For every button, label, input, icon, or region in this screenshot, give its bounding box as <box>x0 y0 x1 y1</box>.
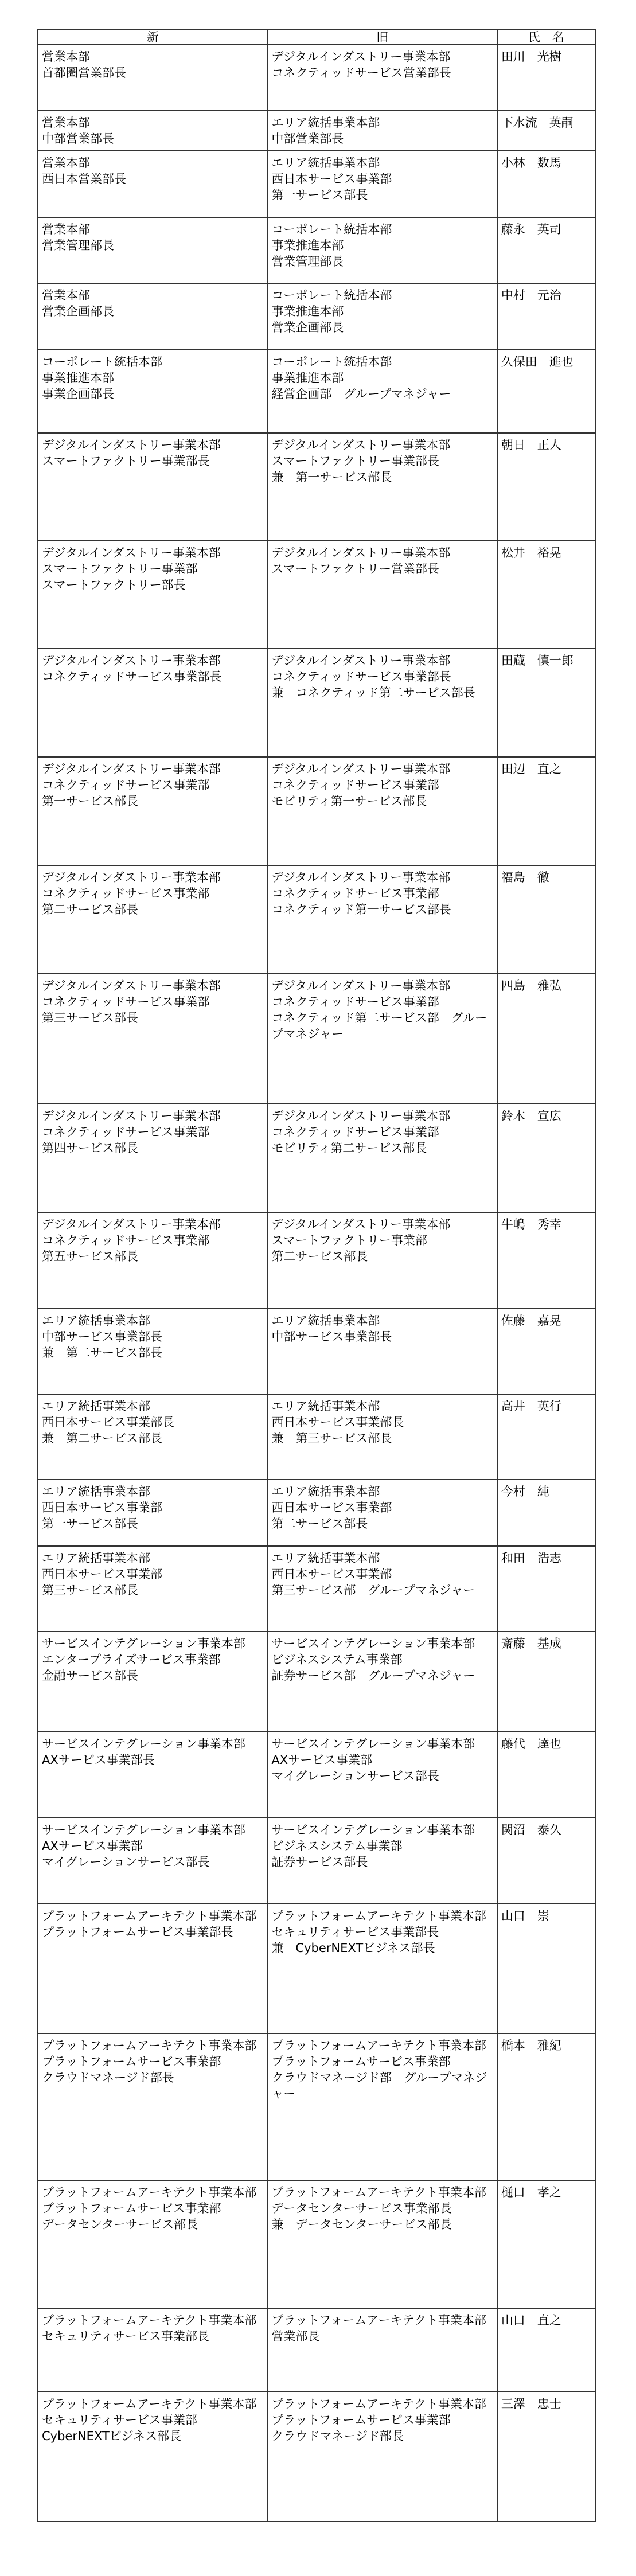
old-position-cell-line: モビリティ第二サービス部長 <box>271 1141 427 1155</box>
old-position-cell-line: デジタルインダストリー事業本部 <box>271 762 451 776</box>
new-position-cell-line: スマートファクトリー事業部 <box>42 562 198 576</box>
new-position-cell-line: 西日本サービス事業部 <box>42 1567 162 1581</box>
old-position-cell-line: プラットフォームアーキテクト事業本部 <box>271 2039 486 2052</box>
table-row <box>38 2308 595 2392</box>
new-position-cell-line: コネクティッドサービス事業部 <box>42 887 210 900</box>
old-position-cell-line: コネクティッドサービス事業部 <box>271 995 439 1009</box>
table-row <box>38 433 595 541</box>
person-name-cell: 久保田 進也 <box>497 350 595 433</box>
new-position-cell-line: デジタルインダストリー事業本部 <box>42 1217 221 1231</box>
old-position-cell <box>267 2180 497 2308</box>
old-position-cell-line: クラウドマネージド部 グループマネジャー <box>271 2071 487 2101</box>
old-position-cell <box>267 865 497 974</box>
table-row <box>38 649 595 757</box>
old-position-cell-line: 西日本サービス事業部長 <box>271 1415 404 1429</box>
new-position-cell-line: 中部営業部長 <box>42 132 114 146</box>
old-position-cell-line: コネクティッドサービス事業部長 <box>271 670 451 684</box>
old-position-cell-line: 事業推進本部 <box>271 239 344 252</box>
old-position-cell-line: 証券サービス部 グループマネジャー <box>271 1669 475 1683</box>
old-position-cell-line: 西日本サービス事業部 <box>271 1501 392 1515</box>
new-position-cell-line: 西日本サービス事業部長 <box>42 1415 174 1429</box>
new-position-cell <box>38 2180 267 2308</box>
new-position-cell-line: デジタルインダストリー事業本部 <box>42 654 221 668</box>
new-position-cell-line: サービスインテグレーション事業本部 <box>42 1637 245 1650</box>
old-position-cell-line: デジタルインダストリー事業本部 <box>271 50 451 64</box>
old-position-cell-line: コーポレート統括本部 <box>271 223 392 236</box>
old-position-cell-line: 兼 CyberNEXTビジネス部長 <box>271 1941 435 1955</box>
table-row <box>38 1632 595 1732</box>
table-row <box>38 2034 595 2180</box>
new-position-cell <box>38 541 267 649</box>
old-position-cell-line: コーポレート統括本部 <box>271 288 392 302</box>
table-row <box>38 541 595 649</box>
new-position-cell-line: データセンターサービス部長 <box>42 2218 198 2231</box>
table-row <box>38 1309 595 1394</box>
person-name-cell: 藤永 英司 <box>497 217 595 283</box>
old-position-cell-line: 中部営業部長 <box>271 132 344 146</box>
old-position-cell <box>267 350 497 433</box>
new-position-cell-line: 金融サービス部長 <box>42 1669 138 1683</box>
new-position-cell-line: 兼 第二サービス部長 <box>42 1431 162 1445</box>
new-position-cell-line: 兼 第二サービス部長 <box>42 1346 162 1360</box>
new-position-cell <box>38 1394 267 1480</box>
old-position-cell-line: 第三サービス部 グループマネジャー <box>271 1583 475 1597</box>
old-position-cell <box>267 1212 497 1309</box>
new-position-cell-line: 第一サービス部長 <box>42 794 138 808</box>
new-position-cell <box>38 111 267 151</box>
new-position-cell-line: 事業推進本部 <box>42 371 114 385</box>
new-position-cell-line: 西日本営業部長 <box>42 172 126 186</box>
old-position-cell <box>267 111 497 151</box>
new-position-cell-line: 事業企画部長 <box>42 387 114 401</box>
new-position-cell <box>38 1212 267 1309</box>
new-position-cell <box>38 1818 267 1904</box>
old-position-cell-line: エリア統括事業本部 <box>271 1314 380 1328</box>
old-position-cell-line: エリア統括事業本部 <box>271 1485 380 1498</box>
new-position-cell <box>38 757 267 865</box>
new-position-cell-line: エリア統括事業本部 <box>42 1314 150 1328</box>
old-position-cell-line: 営業管理部長 <box>271 255 344 268</box>
old-position-cell <box>267 1732 497 1818</box>
new-position-cell-line: スマートファクトリー事業部長 <box>42 454 210 468</box>
new-position-cell-line: 第三サービス部長 <box>42 1011 138 1025</box>
new-position-cell-line: 営業企画部長 <box>42 305 114 318</box>
old-position-cell-line: コネクティッドサービス事業部 <box>271 778 439 792</box>
old-position-cell-line: スマートファクトリー営業部長 <box>271 562 439 576</box>
table-row <box>38 865 595 974</box>
person-name-cell: 鈴木 宣広 <box>497 1104 595 1212</box>
table-row <box>38 111 595 151</box>
old-position-cell <box>267 45 497 111</box>
new-position-cell-line: サービスインテグレーション事業本部 <box>42 1823 245 1837</box>
new-position-cell-line: プラットフォームアーキテクト事業本部 <box>42 2397 257 2411</box>
person-name-cell: 田辺 直之 <box>497 757 595 865</box>
new-position-cell-line: プラットフォームサービス事業部 <box>42 2055 221 2068</box>
old-position-cell <box>267 433 497 541</box>
old-position-cell-line: モビリティ第一サービス部長 <box>271 794 427 808</box>
old-position-cell-line: サービスインテグレーション事業本部 <box>271 1737 475 1751</box>
new-position-cell-line: 第五サービス部長 <box>42 1250 138 1263</box>
new-position-cell-line: 西日本サービス事業部 <box>42 1501 162 1515</box>
table-row <box>38 1904 595 2034</box>
old-position-cell-line: コネクティッド第一サービス部長 <box>271 903 451 916</box>
new-position-cell-line: サービスインテグレーション事業本部 <box>42 1737 245 1751</box>
old-position-cell-line: 証券サービス部長 <box>271 1855 368 1869</box>
old-position-cell <box>267 2034 497 2180</box>
old-position-cell <box>267 1394 497 1480</box>
old-position-cell <box>267 541 497 649</box>
new-position-cell <box>38 974 267 1104</box>
new-position-cell-line: 営業管理部長 <box>42 239 114 252</box>
old-position-cell <box>267 1818 497 1904</box>
new-position-cell <box>38 151 267 217</box>
new-position-cell-line: プラットフォームアーキテクト事業本部 <box>42 2039 257 2052</box>
new-position-cell-line: デジタルインダストリー事業本部 <box>42 546 221 560</box>
old-position-cell <box>267 1904 497 2034</box>
old-position-cell <box>267 1546 497 1632</box>
person-name-cell: 朝日 正人 <box>497 433 595 541</box>
old-position-cell <box>267 1480 497 1546</box>
person-name-cell: 四島 雅弘 <box>497 974 595 1104</box>
new-position-cell <box>38 1480 267 1546</box>
old-position-cell-line: 兼 データセンターサービス部長 <box>271 2218 452 2231</box>
old-position-cell-line: 事業推進本部 <box>271 371 344 385</box>
table-row <box>38 1818 595 1904</box>
person-name-cell: 山口 直之 <box>497 2308 595 2392</box>
person-name-cell: 橋本 雅紀 <box>497 2034 595 2180</box>
new-position-cell-line: セキュリティサービス事業部 <box>42 2413 197 2427</box>
new-position-cell-line: CyberNEXTビジネス部長 <box>42 2429 182 2443</box>
new-position-cell-line: デジタルインダストリー事業本部 <box>42 871 221 884</box>
table-row <box>38 1104 595 1212</box>
table-row <box>38 45 595 111</box>
old-position-cell-line: プラットフォームアーキテクト事業本部 <box>271 2313 486 2327</box>
person-name-cell: 今村 純 <box>497 1480 595 1546</box>
old-position-cell-line: コネクティッド第二サービス部 グループマネジャー <box>271 1011 487 1041</box>
old-position-cell-line: プラットフォームアーキテクト事業本部 <box>271 2185 486 2199</box>
old-position-cell-line: クラウドマネージド部長 <box>271 2429 404 2443</box>
person-name-cell: 斎藤 基成 <box>497 1632 595 1732</box>
table-row <box>38 1394 595 1480</box>
new-position-cell <box>38 1546 267 1632</box>
new-position-cell-line: スマートファクトリー部長 <box>42 578 186 592</box>
old-position-cell-line: コーポレート統括本部 <box>271 355 392 369</box>
new-position-cell-line: 第一サービス部長 <box>42 1517 138 1531</box>
header-new: 新 <box>38 30 267 45</box>
old-position-cell <box>267 757 497 865</box>
old-position-cell-line: デジタルインダストリー事業本部 <box>271 979 451 993</box>
new-position-cell-line: エリア統括事業本部 <box>42 1551 150 1565</box>
person-name-cell: 牛嶋 秀幸 <box>497 1212 595 1309</box>
new-position-cell-line: 第二サービス部長 <box>42 903 138 916</box>
old-position-cell-line: デジタルインダストリー事業本部 <box>271 546 451 560</box>
new-position-cell <box>38 433 267 541</box>
table-row <box>38 217 595 283</box>
new-position-cell-line: 営業本部 <box>42 223 90 236</box>
old-position-cell-line: 経営企画部 グループマネジャー <box>271 387 451 401</box>
new-position-cell <box>38 1104 267 1212</box>
new-position-cell-line: デジタルインダストリー事業本部 <box>42 438 221 452</box>
old-position-cell-line: プラットフォームサービス事業部 <box>271 2413 451 2427</box>
person-name-cell: 高井 英行 <box>497 1394 595 1480</box>
person-name-cell: 三澤 忠士 <box>497 2392 595 2522</box>
old-position-cell-line: マイグレーションサービス部長 <box>271 1769 439 1783</box>
new-position-cell <box>38 1732 267 1818</box>
old-position-cell-line: セキュリティサービス事業部長 <box>271 1925 439 1939</box>
old-position-cell-line: スマートファクトリー事業部 <box>271 1234 427 1247</box>
new-position-cell-line: コネクティッドサービス事業部 <box>42 1125 210 1139</box>
person-name-cell: 佐藤 嘉晃 <box>497 1309 595 1394</box>
old-position-cell-line: デジタルインダストリー事業本部 <box>271 1109 451 1123</box>
person-name-cell: 関沼 泰久 <box>497 1818 595 1904</box>
person-name-cell: 松井 裕晃 <box>497 541 595 649</box>
table-row <box>38 974 595 1104</box>
table-row <box>38 1732 595 1818</box>
new-position-cell-line: コネクティッドサービス事業部 <box>42 1234 210 1247</box>
new-position-cell-line: エンタープライズサービス事業部 <box>42 1653 221 1666</box>
old-position-cell <box>267 2392 497 2522</box>
new-position-cell <box>38 45 267 111</box>
old-position-cell <box>267 217 497 283</box>
old-position-cell-line: デジタルインダストリー事業本部 <box>271 1217 451 1231</box>
new-position-cell-line: 第三サービス部長 <box>42 1583 138 1597</box>
new-position-cell-line: コネクティッドサービス事業部長 <box>42 670 222 684</box>
person-name-cell: 小林 数馬 <box>497 151 595 217</box>
person-name-cell: 田川 光樹 <box>497 45 595 111</box>
new-position-cell <box>38 1632 267 1732</box>
old-position-cell-line: エリア統括事業本部 <box>271 116 380 130</box>
new-position-cell <box>38 2034 267 2180</box>
table-row <box>38 757 595 865</box>
old-position-cell-line: プラットフォームサービス事業部 <box>271 2055 451 2068</box>
old-position-cell <box>267 649 497 757</box>
new-position-cell <box>38 217 267 283</box>
old-position-cell <box>267 2308 497 2392</box>
table-row <box>38 1546 595 1632</box>
new-position-cell-line: デジタルインダストリー事業本部 <box>42 762 221 776</box>
new-position-cell-line: セキュリティサービス事業部長 <box>42 2329 209 2343</box>
old-position-cell <box>267 283 497 350</box>
new-position-cell-line: プラットフォームサービス事業部長 <box>42 1925 233 1939</box>
table-row <box>38 1212 595 1309</box>
old-position-cell-line: 営業企画部長 <box>271 321 344 334</box>
old-position-cell-line: AXサービス事業部 <box>271 1753 373 1767</box>
old-position-cell-line: エリア統括事業本部 <box>271 156 380 170</box>
new-position-cell <box>38 649 267 757</box>
person-name-cell: 中村 元治 <box>497 283 595 350</box>
old-position-cell-line: コネクティッドサービス営業部長 <box>271 66 451 80</box>
old-position-cell-line: エリア統括事業本部 <box>271 1551 380 1565</box>
old-position-cell-line: 第二サービス部長 <box>271 1517 368 1531</box>
table-row <box>38 350 595 433</box>
old-position-cell-line: 西日本サービス事業部 <box>271 172 392 186</box>
new-position-cell <box>38 2392 267 2522</box>
old-position-cell-line: デジタルインダストリー事業本部 <box>271 654 451 668</box>
person-name-cell: 樋口 孝之 <box>497 2180 595 2308</box>
old-position-cell-line: 西日本サービス事業部 <box>271 1567 392 1581</box>
old-position-cell <box>267 1104 497 1212</box>
new-position-cell-line: 営業本部 <box>42 288 90 302</box>
new-position-cell-line: 営業本部 <box>42 50 90 64</box>
new-position-cell-line: コーポレート統括本部 <box>42 355 162 369</box>
person-name-cell: 山口 崇 <box>497 1904 595 2034</box>
person-name-cell: 藤代 達也 <box>497 1732 595 1818</box>
new-position-cell-line: エリア統括事業本部 <box>42 1485 150 1498</box>
new-position-cell <box>38 865 267 974</box>
old-position-cell <box>267 974 497 1104</box>
table-row <box>38 2392 595 2522</box>
old-position-cell-line: エリア統括事業本部 <box>271 1399 380 1413</box>
new-position-cell-line: 営業本部 <box>42 116 90 130</box>
new-position-cell-line: コネクティッドサービス事業部 <box>42 778 210 792</box>
new-position-cell-line: 首都圏営業部長 <box>42 66 126 80</box>
table-row <box>38 283 595 350</box>
new-position-cell-line: 第四サービス部長 <box>42 1141 138 1155</box>
old-position-cell-line: サービスインテグレーション事業本部 <box>271 1823 475 1837</box>
person-name-cell: 下水流 英嗣 <box>497 111 595 151</box>
new-position-cell-line: 中部サービス事業部長 <box>42 1330 162 1344</box>
old-position-cell-line: デジタルインダストリー事業本部 <box>271 871 451 884</box>
new-position-cell-line: デジタルインダストリー事業本部 <box>42 1109 221 1123</box>
table-row <box>38 1480 595 1546</box>
new-position-cell <box>38 350 267 433</box>
old-position-cell-line: コネクティッドサービス事業部 <box>271 887 439 900</box>
old-position-cell-line: ビジネスシステム事業部 <box>271 1839 403 1853</box>
old-position-cell <box>267 151 497 217</box>
old-position-cell-line: データセンターサービス事業部長 <box>271 2202 452 2215</box>
old-position-cell <box>267 1309 497 1394</box>
old-position-cell-line: ビジネスシステム事業部 <box>271 1653 403 1666</box>
table-row <box>38 2180 595 2308</box>
header-old: 旧 <box>267 30 497 45</box>
personnel-change-table <box>37 29 596 2522</box>
new-position-cell-line: マイグレーションサービス部長 <box>42 1855 210 1869</box>
new-position-cell-line: プラットフォームアーキテクト事業本部 <box>42 1909 257 1923</box>
old-position-cell-line: プラットフォームアーキテクト事業本部 <box>271 1909 486 1923</box>
new-position-cell-line: プラットフォームアーキテクト事業本部 <box>42 2313 257 2327</box>
new-position-cell <box>38 1904 267 2034</box>
old-position-cell-line: デジタルインダストリー事業本部 <box>271 438 451 452</box>
old-position-cell-line: 兼 コネクティッド第二サービス部長 <box>271 686 475 700</box>
person-name-cell: 福島 徹 <box>497 865 595 974</box>
new-position-cell-line: プラットフォームサービス事業部 <box>42 2202 221 2215</box>
old-position-cell-line: 兼 第一サービス部長 <box>271 470 392 484</box>
new-position-cell <box>38 2308 267 2392</box>
old-position-cell-line: サービスインテグレーション事業本部 <box>271 1637 475 1650</box>
old-position-cell-line: 事業推進本部 <box>271 305 344 318</box>
old-position-cell-line: 兼 第三サービス部長 <box>271 1431 392 1445</box>
old-position-cell-line: スマートファクトリー事業部長 <box>271 454 439 468</box>
person-name-cell: 田蔵 慎一郎 <box>497 649 595 757</box>
old-position-cell-line: 営業部長 <box>271 2329 320 2343</box>
person-name-cell: 和田 浩志 <box>497 1546 595 1632</box>
header-name: 氏 名 <box>497 30 595 45</box>
new-position-cell-line: クラウドマネージド部長 <box>42 2071 174 2085</box>
new-position-cell-line: AXサービス事業部 <box>42 1839 143 1853</box>
old-position-cell-line: 中部サービス事業部長 <box>271 1330 392 1344</box>
new-position-cell-line: コネクティッドサービス事業部 <box>42 995 210 1009</box>
new-position-cell-line: プラットフォームアーキテクト事業本部 <box>42 2185 257 2199</box>
old-position-cell-line: コネクティッドサービス事業部 <box>271 1125 439 1139</box>
old-position-cell-line: 第一サービス部長 <box>271 188 368 202</box>
old-position-cell-line: プラットフォームアーキテクト事業本部 <box>271 2397 486 2411</box>
new-position-cell <box>38 1309 267 1394</box>
new-position-cell-line: デジタルインダストリー事業本部 <box>42 979 221 993</box>
old-position-cell <box>267 1632 497 1732</box>
old-position-cell-line: 第二サービス部長 <box>271 1250 368 1263</box>
new-position-cell-line: 営業本部 <box>42 156 90 170</box>
table-row <box>38 151 595 217</box>
new-position-cell-line: AXサービス事業部長 <box>42 1753 155 1767</box>
header-row <box>38 30 595 45</box>
new-position-cell-line: エリア統括事業本部 <box>42 1399 150 1413</box>
new-position-cell <box>38 283 267 350</box>
